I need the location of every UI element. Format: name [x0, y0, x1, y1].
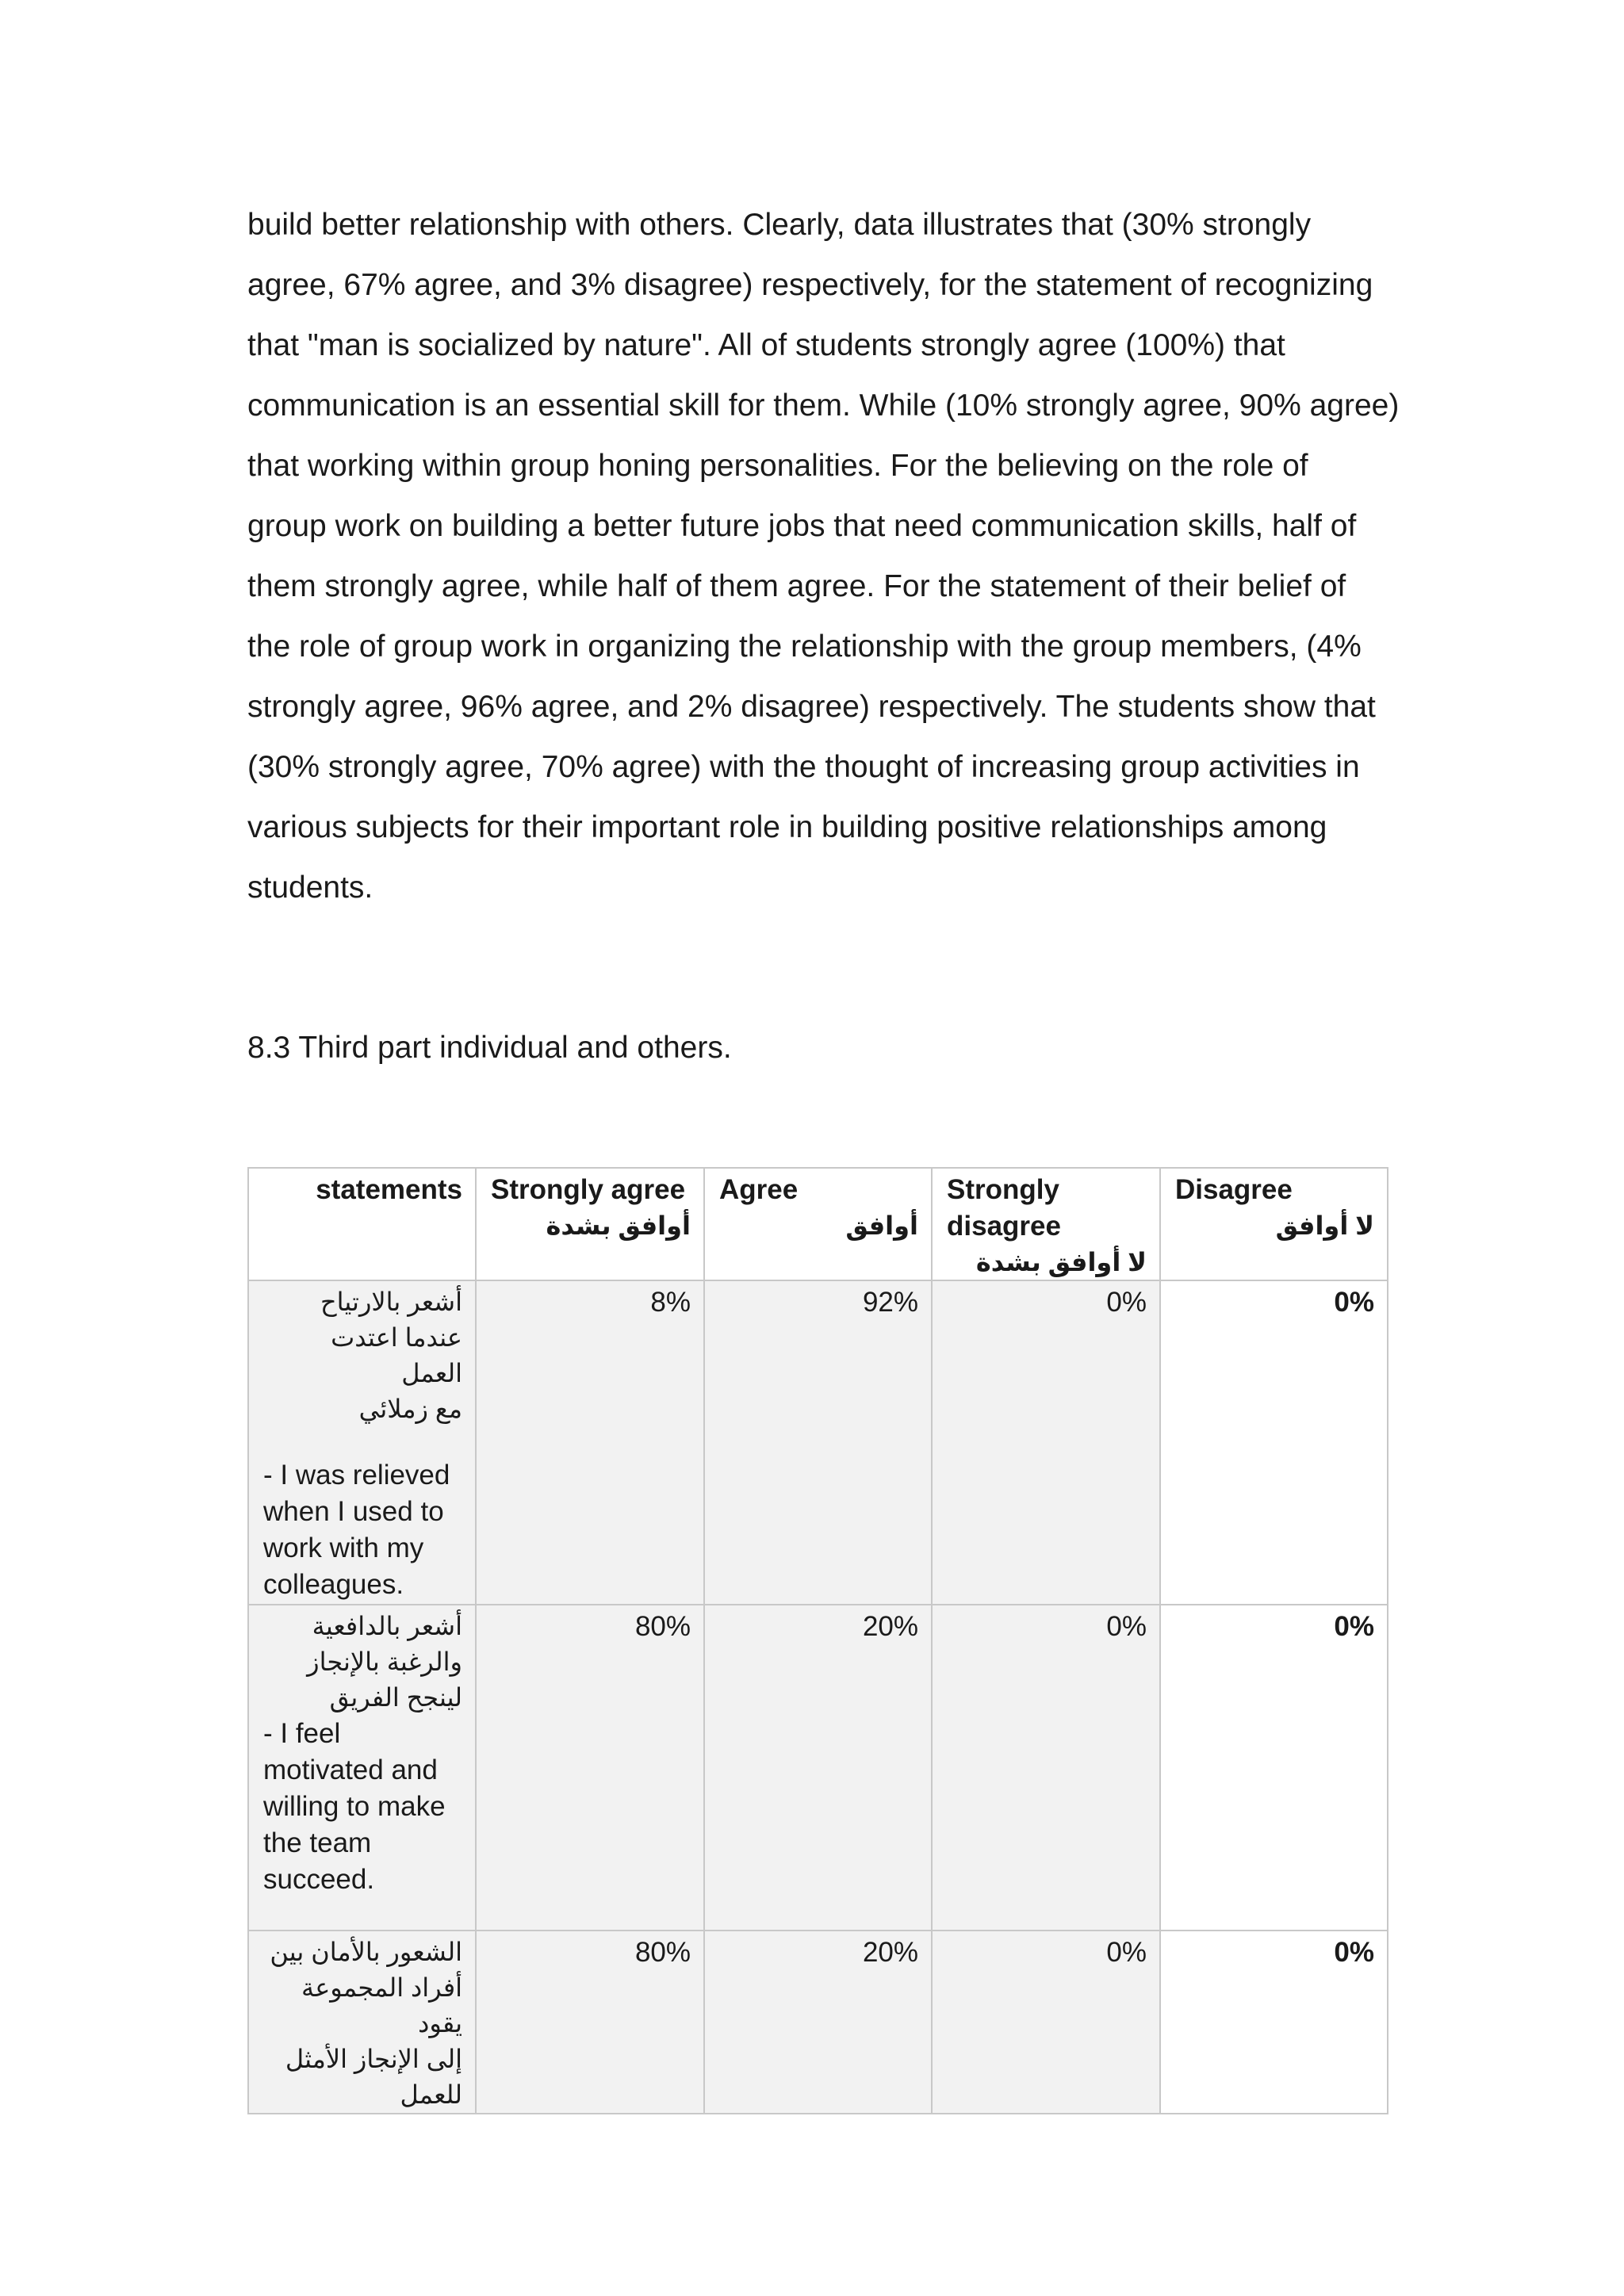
header-strongly-agree-en: Strongly agree — [491, 1174, 686, 1205]
statement-en-line: - I feel — [263, 1718, 341, 1749]
paragraph-line: group work on building a better future jobs that need communication skills, half of — [247, 509, 1357, 543]
section-heading: 8.3 Third part individual and others. — [247, 1031, 732, 1065]
statement-ar-line: عندما اعتدت العمل — [331, 1323, 462, 1387]
paragraph-line: that "man is socialized by nature". All of students strongly agree (100%) that — [247, 328, 1285, 362]
header-statements — [248, 1168, 476, 1280]
strongly-disagree-value: 0% — [932, 1931, 1160, 2114]
statement-ar-line: الشعور بالأمان بين — [270, 1938, 462, 1966]
paragraph-line: them strongly agree, while half of them agree. For the statement of their belief of — [247, 569, 1346, 603]
statement-ar-line: والرغبة بالإنجاز — [307, 1647, 462, 1676]
header-strongly-disagree-en-1: Strongly — [947, 1174, 1059, 1205]
header-disagree-en: Disagree — [1175, 1174, 1293, 1205]
header-agree-ar: أوافق — [845, 1211, 918, 1240]
disagree-value: 0% — [1160, 1280, 1388, 1605]
strongly-disagree-value: 0% — [932, 1280, 1160, 1605]
header-strongly-disagree — [932, 1168, 1160, 1280]
paragraph-line: various subjects for their important role in building positive relationships among — [247, 810, 1327, 844]
statement-ar-line: أشعر بالدافعية — [312, 1612, 462, 1640]
paragraph-line: that working within group honing personalities. For the believing on the role of — [247, 449, 1308, 483]
statement-ar-line: إلى الإنجاز الأمثل — [285, 2045, 462, 2073]
agree-value: 20% — [704, 1931, 932, 2114]
statement-ar-line: أفراد المجموعة يقود — [301, 1973, 462, 2038]
paragraph-line: (30% strongly agree, 70% agree) with the thought of increasing group activities in — [247, 750, 1360, 784]
table-row — [248, 1605, 1388, 1931]
strongly-agree-value: 8% — [476, 1280, 704, 1605]
header-agree-en: Agree — [719, 1174, 799, 1205]
table-header-row — [248, 1168, 1388, 1280]
statement-cell — [248, 1605, 476, 1931]
disagree-value: 0% — [1160, 1931, 1388, 2114]
statement-ar-line: للعمل — [400, 2080, 462, 2109]
disagree-value: 0% — [1160, 1605, 1388, 1931]
header-agree — [704, 1168, 932, 1280]
statement-en-line: willing to make — [263, 1791, 446, 1822]
statement-cell — [248, 1280, 476, 1605]
statement-ar-line: لينجح الفريق — [329, 1683, 462, 1712]
statement-en-line: work with my — [263, 1533, 424, 1563]
header-statements-label: statements — [316, 1174, 462, 1205]
statement-en-line: colleagues. — [263, 1569, 404, 1600]
header-disagree-ar: لا أوافق — [1275, 1211, 1374, 1240]
statement-ar-line: مع زملائي — [358, 1395, 462, 1423]
paragraph-line: the role of group work in organizing the relationship with the group members, (4% — [247, 629, 1362, 664]
statement-en-line: - I was relieved — [263, 1460, 450, 1490]
table-row — [248, 1931, 1388, 2114]
paragraph-line: build better relationship with others. Clearly, data illustrates that (30% strongly — [247, 208, 1312, 242]
paragraph-line: students. — [247, 871, 373, 905]
paragraph-line: communication is an essential skill for them. While (10% strongly agree, 90% agree) — [247, 388, 1400, 423]
header-strongly-disagree-en-2: disagree — [947, 1211, 1061, 1242]
statement-en-line: the team — [263, 1827, 372, 1858]
header-strongly-agree-ar: أوافق بشدة — [546, 1211, 691, 1240]
results-paragraph — [247, 195, 1400, 918]
statement-en-line: when I used to — [263, 1496, 444, 1527]
strongly-agree-value: 80% — [476, 1605, 704, 1931]
agree-value: 92% — [704, 1280, 932, 1605]
table-row — [248, 1280, 1388, 1605]
statement-en-line: succeed. — [263, 1864, 375, 1895]
statement-ar-line: أشعر بالارتياح — [320, 1288, 462, 1316]
statement-en-line: motivated and — [263, 1755, 438, 1785]
strongly-disagree-value: 0% — [932, 1605, 1160, 1931]
strongly-agree-value: 80% — [476, 1931, 704, 2114]
statement-cell — [248, 1931, 476, 2114]
header-strongly-agree — [476, 1168, 704, 1280]
header-strongly-disagree-ar: لا أوافق بشدة — [975, 1248, 1147, 1276]
header-disagree — [1160, 1168, 1388, 1280]
agree-value: 20% — [704, 1605, 932, 1931]
paragraph-line: agree, 67% agree, and 3% disagree) respectively, for the statement of recognizing — [247, 268, 1373, 302]
paragraph-line: strongly agree, 96% agree, and 2% disagree) respectively. The students show that — [247, 690, 1376, 724]
survey-results-table — [247, 1167, 1388, 2114]
